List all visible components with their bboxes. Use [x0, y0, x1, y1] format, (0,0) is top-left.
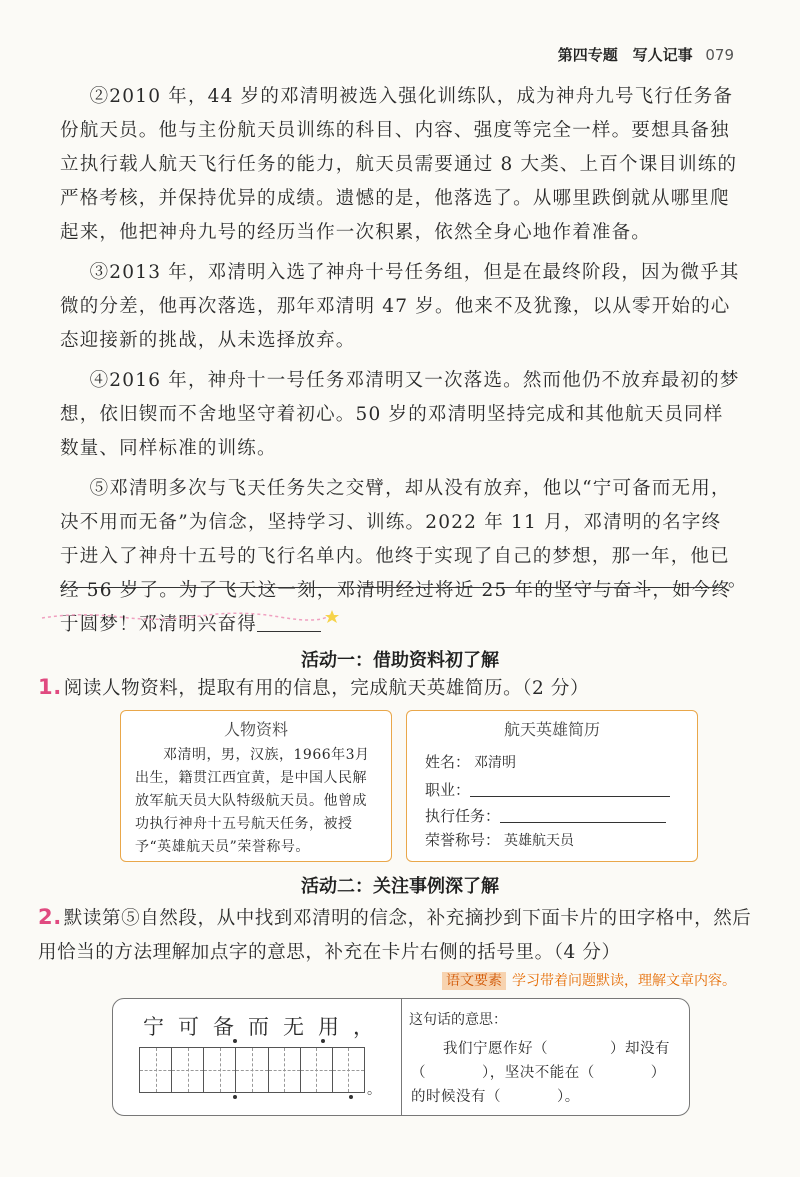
question-2-text: 默读第⑤自然段，从中找到邓清明的信念，补充摘抄到下面卡片的田字格中，然后用恰当的方法理解加点字的意思，补充在卡片右侧的括号里。（4 分）: [38, 908, 752, 963]
question-2-number: 2.: [38, 905, 62, 929]
meaning-text: ）: [650, 1065, 666, 1081]
job-input[interactable]: [470, 782, 670, 797]
meaning-text: ），坚决不能在（: [482, 1065, 595, 1081]
resume-honor-row: [425, 829, 574, 850]
resume-card: [406, 710, 698, 862]
paragraph-3: ③2013 年，邓清明入选了神舟十号任务组，但是在最终阶段，因为微乎其微的分差，他再次落选，那年邓清明 47 岁。他来不及犹豫，以从零开始的心态迎接新的挑战，从未选择放弃。: [60, 262, 740, 351]
tip-text: 学习带着问题默读，理解文章内容。: [512, 973, 736, 989]
task-input[interactable]: [500, 808, 666, 823]
quote-card: [112, 998, 690, 1116]
meaning-text: 的时候没有（: [411, 1089, 501, 1105]
meaning-line-1: [443, 1037, 670, 1058]
honor-label: 荣誉称号：: [425, 831, 501, 849]
emphasis-dot: [349, 1095, 353, 1099]
star-icon: [325, 610, 339, 623]
activity-1-title: 活动一：借助资料初了解: [301, 650, 499, 671]
activity-2-title: 活动二：关注事例深了解: [301, 876, 499, 897]
meaning-text: （: [411, 1065, 426, 1081]
honor-value: 英雄航天员: [504, 833, 575, 849]
fill-blank-line[interactable]: [60, 587, 724, 588]
resume-task-row: [425, 805, 666, 826]
meaning-text: ）。: [557, 1089, 580, 1105]
person-info-card: [120, 710, 392, 862]
emphasis-dot: [233, 1095, 237, 1099]
grid-cell[interactable]: [301, 1048, 333, 1092]
meaning-line-3: [411, 1085, 580, 1106]
emphasis-dot: [321, 1039, 325, 1043]
name-value: 邓清明: [474, 755, 517, 771]
grid-cell[interactable]: [269, 1048, 301, 1092]
page-header: [558, 44, 734, 65]
grid-cell[interactable]: [236, 1048, 268, 1092]
resume-name-row: [425, 751, 516, 772]
question-1-text: 阅读人物资料，提取有用的信息，完成航天英雄简历。（2 分）: [63, 678, 590, 699]
resume-title: 航天英雄简历: [503, 720, 600, 739]
grid-cell[interactable]: [204, 1048, 236, 1092]
grid-cell[interactable]: [333, 1048, 364, 1092]
page-number: 079: [705, 46, 734, 64]
job-label: 职业：: [425, 781, 471, 799]
question-2: [38, 900, 758, 970]
subtitle-label: 写人记事: [632, 46, 693, 64]
meaning-line-2: [411, 1061, 666, 1082]
reading-passage: [60, 80, 740, 648]
tip-box: [442, 970, 736, 990]
end-period: 。: [728, 570, 746, 591]
person-info-body: 邓清明，男，汉族，1966年3月出生，籍贯江西宜黄，是中国人民解放军航天员大队特级航天员。他曾成功执行神舟十五号航天任务，被授予“英雄航天员”荣誉称号。: [135, 747, 370, 855]
meaning-text: 我们宁愿作好（: [443, 1041, 548, 1057]
card-divider: [401, 999, 402, 1115]
person-info-title: 人物资料: [223, 720, 288, 739]
decorative-divider: [40, 606, 340, 626]
grid-cell[interactable]: [172, 1048, 204, 1092]
topic-label: 第四专题: [557, 46, 618, 64]
paragraph-2: ②2010 年，44 岁的邓清明被选入强化训练队，成为神舟九号飞行任务备份航天员。他与主份航天员训练的科目、内容、强度等完全一样。要想具备独立执行载人航天飞行任务的能力，航天员需要通过 8 大类、上百个课目训练的严格考核，并保持优异的成绩。遗憾的是，他落选了。从哪里跌倒就从哪里爬起来，他把神舟九号的经历当作一次积累，依然全身心地作着准备。: [60, 86, 738, 243]
paragraph-4: ④2016 年，神舟十一号任务邓清明又一次落选。然而他仍不放弃最初的梦想，依旧锲而不舍地坚守着初心。50 岁的邓清明坚持完成和其他航天员同样数量、同样标准的训练。: [60, 370, 740, 459]
meaning-text: ）却没有: [610, 1041, 670, 1057]
name-label: 姓名：: [425, 753, 471, 771]
grid-end-period: 。: [367, 1082, 381, 1098]
grid-cell[interactable]: [140, 1048, 172, 1092]
question-1-number: 1.: [38, 675, 62, 699]
tip-tag: 语文要素: [442, 972, 506, 990]
meaning-label: 这句话的意思：: [409, 1012, 507, 1028]
quote-sentence: 宁可备而无用，: [143, 1015, 388, 1039]
task-label: 执行任务：: [425, 807, 501, 825]
tianzige-grid[interactable]: [139, 1047, 365, 1093]
question-1: [38, 670, 758, 706]
paragraph-5-text: ⑤邓清明多次与飞天任务失之交臂，却从没有放弃，他以“宁可备而无用，决不用而无备”为信念，坚持学习、训练。2022 年 11 月，邓清明的名字终于进入了神舟十五号的飞行名单内。他终于实现了自己的梦想，那一年，他已经 56 岁了。为了飞天这一刻，邓清明经过将近 25 年的坚守与奋斗，如今终于圆梦！邓清明兴奋得: [60, 478, 732, 635]
emphasis-dot: [233, 1039, 237, 1043]
resume-job-row: [425, 779, 670, 800]
